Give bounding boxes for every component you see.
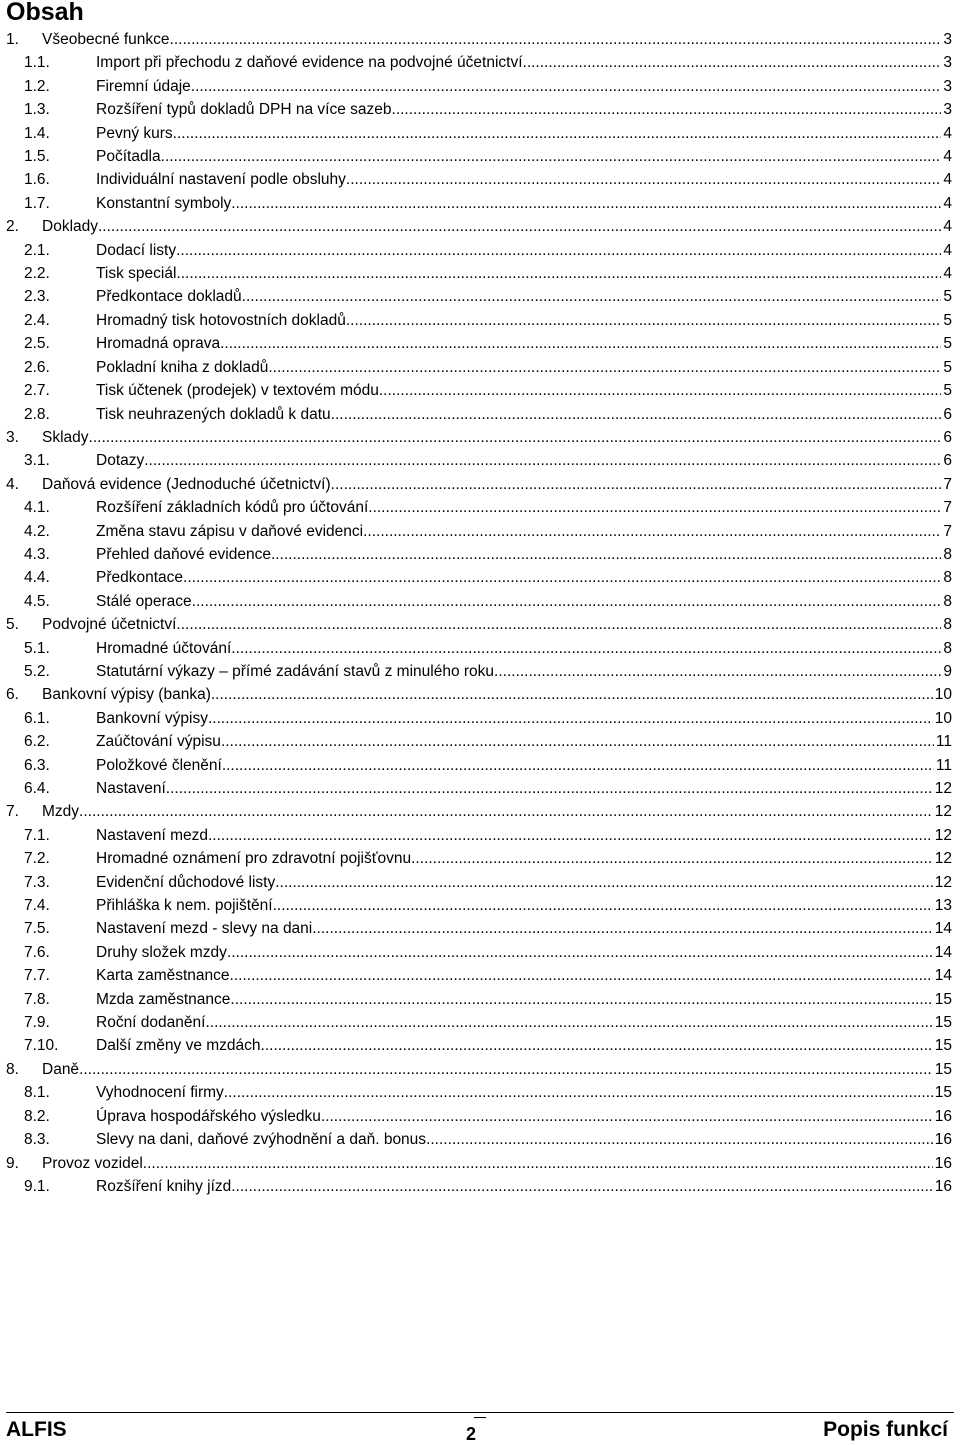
toc-dot-leader	[392, 98, 942, 121]
toc-entry-label[interactable]: Rozšíření typů dokladů DPH na více sazeb	[96, 101, 392, 119]
toc-entry-page: 15	[934, 1084, 952, 1102]
toc-entry-number: 6.2.	[24, 733, 50, 751]
toc-entry-label[interactable]: Firemní údaje	[96, 77, 191, 95]
toc-entry-label[interactable]: Slevy na dani, daňové zvýhodnění a daň. bonus	[96, 1131, 427, 1149]
toc-entry[interactable]	[0, 332, 960, 355]
toc-entry-page: 10	[934, 686, 952, 704]
toc-dot-leader	[346, 168, 941, 191]
toc-entry-number: 8.1.	[24, 1084, 50, 1102]
toc-entry-label[interactable]: Podvojné účetnictví	[42, 616, 177, 634]
toc-entry[interactable]	[0, 285, 960, 308]
toc-entry-page: 7	[943, 522, 952, 540]
footer-divider	[6, 1412, 954, 1413]
toc-entry-number: 7.2.	[24, 850, 50, 868]
toc-entry-page: 7	[943, 475, 952, 493]
toc-entry[interactable]	[0, 262, 960, 285]
toc-entry[interactable]	[0, 1128, 960, 1151]
toc-dot-leader	[176, 239, 941, 262]
toc-entry-number: 7.10.	[24, 1037, 59, 1055]
toc-entry-label[interactable]: Nastavení	[96, 780, 166, 797]
toc-dot-leader	[183, 566, 941, 589]
toc-entry-label[interactable]: Tisk speciál	[96, 265, 177, 283]
page-number: 2	[466, 1424, 477, 1444]
toc-dot-leader	[275, 871, 933, 894]
toc-entry-number: 2.	[6, 218, 19, 236]
toc-entry-page: 11	[935, 733, 952, 751]
toc-entry-number: 5.	[6, 616, 19, 634]
toc-entry-label[interactable]: Druhy složek mzdy	[96, 943, 227, 961]
toc-dot-leader	[261, 1034, 933, 1057]
toc-entry-number: 9.	[6, 1154, 19, 1172]
toc-entry[interactable]	[0, 800, 960, 823]
toc-entry[interactable]	[0, 356, 960, 379]
toc-entry[interactable]	[0, 379, 960, 402]
toc-entry-label[interactable]: Roční dodanění	[96, 1014, 206, 1032]
toc-entry-label[interactable]: Předkontace dokladů	[96, 288, 242, 306]
toc-entry-page: 15	[934, 1060, 952, 1078]
toc-dot-leader	[205, 1011, 932, 1034]
toc-entry-number: 2.4.	[24, 311, 50, 329]
toc-dot-leader	[144, 449, 941, 472]
toc-entry[interactable]	[0, 1175, 960, 1198]
toc-entry-label[interactable]: Konstantní symboly	[96, 194, 232, 212]
toc-entry-number: 4.1.	[24, 499, 50, 517]
toc-dot-leader	[271, 543, 941, 566]
toc-dot-leader	[191, 75, 942, 98]
toc-entry[interactable]	[0, 637, 960, 660]
toc-entry-number: 7.4.	[24, 897, 50, 915]
toc-entry-label[interactable]: Pevný kurs	[96, 124, 173, 142]
toc-entry-label[interactable]: Rozšíření knihy jízd	[96, 1177, 232, 1195]
footer-document-title: Popis funkcí	[823, 1418, 948, 1441]
toc-entry-page: 13	[934, 897, 952, 915]
toc-entry[interactable]	[0, 1152, 960, 1175]
toc-entry[interactable]	[0, 520, 960, 543]
toc-entry-page: 8	[943, 616, 952, 634]
toc-entry-page: 14	[934, 943, 952, 961]
toc-entry-page: 15	[934, 990, 952, 1008]
toc-dot-leader	[331, 403, 942, 426]
toc-entry-page: 15	[934, 1037, 952, 1055]
toc-entry[interactable]	[0, 449, 960, 472]
toc-entry-label[interactable]: Přehled daňové evidence	[96, 545, 271, 563]
page-title: Obsah	[6, 0, 84, 26]
toc-entry[interactable]	[0, 1081, 960, 1104]
toc-dot-leader	[192, 590, 942, 613]
toc-entry-number: 1.3.	[24, 101, 50, 119]
toc-entry[interactable]	[0, 894, 960, 917]
toc-entry-label[interactable]: Evidenční důchodové listy	[96, 873, 276, 891]
toc-entry[interactable]	[0, 777, 960, 800]
toc-dot-leader	[89, 426, 942, 449]
footer-brand: ALFIS	[6, 1418, 67, 1441]
toc-entry[interactable]	[0, 75, 960, 98]
toc-entry-label[interactable]: Bankovní výpisy (banka)	[42, 686, 211, 704]
toc-entry-number: 3.1.	[24, 452, 50, 470]
toc-entry-number: 4.2.	[24, 522, 50, 540]
toc-dot-leader	[494, 660, 941, 683]
toc-entry[interactable]	[0, 754, 960, 777]
toc-entry-label[interactable]: Bankovní výpisy	[96, 709, 208, 727]
toc-entry-page: 15	[934, 1014, 952, 1032]
toc-entry-page: 3	[943, 77, 952, 95]
toc-entry-label[interactable]: Provoz vozidel	[42, 1154, 143, 1172]
toc-entry-label[interactable]: Zaúčtování výpisu	[96, 733, 221, 751]
toc-dot-leader	[220, 332, 941, 355]
toc-entry[interactable]	[0, 941, 960, 964]
toc-entry[interactable]	[0, 660, 960, 683]
toc-entry[interactable]	[0, 496, 960, 519]
toc-entry[interactable]	[0, 1034, 960, 1057]
toc-entry-page: 4	[943, 265, 952, 283]
toc-entry-page: 8	[943, 569, 952, 587]
toc-entry-page: 12	[934, 850, 952, 868]
toc-entry-page: 5	[943, 335, 952, 353]
toc-entry[interactable]	[0, 917, 960, 940]
toc-dot-leader	[268, 356, 941, 379]
toc-entry-label[interactable]: Doklady	[42, 218, 98, 236]
toc-entry-label[interactable]: Všeobecné funkce	[42, 31, 170, 48]
toc-entry-page: 5	[943, 288, 952, 306]
toc-entry[interactable]	[0, 98, 960, 121]
toc-entry-label[interactable]: Dotazy	[96, 452, 145, 470]
toc-entry-page: 4	[943, 241, 952, 259]
toc-entry-label[interactable]: Mzda zaměstnance	[96, 990, 231, 1008]
toc-dot-leader	[321, 1105, 933, 1128]
toc-entry[interactable]	[0, 239, 960, 262]
toc-entry-label[interactable]: Pokladní kniha z dokladů	[96, 358, 269, 376]
toc-entry-label[interactable]: Položkové členění	[96, 756, 222, 774]
toc-entry-number: 7.6.	[24, 943, 50, 961]
toc-dot-leader	[79, 1058, 933, 1081]
toc-entry-label[interactable]: Nastavení mezd - slevy na dani	[96, 920, 313, 938]
toc-entry-label[interactable]: Statutární výkazy – přímé zadávání stavů z minulého roku	[96, 662, 495, 680]
toc-entry[interactable]	[0, 871, 960, 894]
toc-entry[interactable]	[0, 1105, 960, 1128]
toc-entry-label[interactable]: Karta zaměstnance	[96, 967, 230, 985]
toc-entry-number: 7.8.	[24, 990, 50, 1008]
toc-dot-leader	[166, 777, 933, 800]
toc-entry-number: 6.	[6, 686, 19, 704]
toc-entry-page: 14	[934, 967, 952, 985]
toc-entry[interactable]	[0, 51, 960, 74]
toc-dot-leader	[176, 613, 941, 636]
toc-entry-page: 12	[934, 780, 952, 797]
toc-entry-page: 16	[934, 1177, 952, 1195]
toc-entry-number: 3.	[6, 428, 19, 446]
toc-entry-label[interactable]: Vyhodnocení firmy	[96, 1084, 224, 1102]
toc-entry-label[interactable]: Úprava hospodářského výsledku	[96, 1107, 321, 1125]
toc-entry-number: 1.	[6, 31, 19, 48]
toc-entry[interactable]	[0, 215, 960, 238]
toc-entry-number: 6.3.	[24, 756, 50, 774]
toc-dot-leader	[523, 51, 942, 74]
toc-entry-label[interactable]: Daňová evidence (Jednoduché účetnictví)	[42, 475, 331, 493]
toc-entry[interactable]	[0, 168, 960, 191]
toc-entry-page: 3	[943, 31, 952, 48]
toc-entry-number: 1.1.	[24, 54, 50, 72]
toc-entry-number: 9.1.	[24, 1177, 50, 1195]
toc-entry-number: 7.9.	[24, 1014, 50, 1032]
toc-entry[interactable]	[0, 590, 960, 613]
toc-entry-page: 8	[943, 639, 952, 657]
toc-dot-leader	[211, 683, 933, 706]
toc-entry-number: 2.1.	[24, 241, 50, 259]
toc-dot-leader	[331, 473, 942, 496]
toc-dot-leader	[98, 215, 941, 238]
toc-entry-page: 7	[943, 499, 952, 517]
toc-dot-leader	[208, 824, 933, 847]
toc-entry-label[interactable]: Tisk účtenek (prodejek) v textovém módu	[96, 382, 379, 400]
toc-entry-page: 4	[943, 171, 952, 189]
toc-entry-page: 5	[943, 382, 952, 400]
toc-entry[interactable]	[0, 613, 960, 636]
toc-entry[interactable]	[0, 403, 960, 426]
toc-entry-page: 4	[943, 194, 952, 212]
toc-entry[interactable]	[0, 847, 960, 870]
toc-dot-leader	[208, 707, 933, 730]
toc-entry-number: 7.1.	[24, 826, 50, 844]
toc-entry-page: 6	[943, 452, 952, 470]
toc-entry-number: 4.5.	[24, 592, 50, 610]
toc-entry-label[interactable]: Mzdy	[42, 803, 80, 821]
toc-dot-leader	[224, 1081, 933, 1104]
toc-entry[interactable]	[0, 683, 960, 706]
toc-dot-leader	[368, 496, 941, 519]
toc-entry[interactable]	[0, 824, 960, 847]
toc-entry-page: 4	[943, 124, 952, 142]
toc-entry-label[interactable]: Rozšíření základních kódů pro účtování	[96, 499, 369, 517]
toc-entry-number: 4.3.	[24, 545, 50, 563]
toc-entry[interactable]	[0, 473, 960, 496]
toc-entry-number: 1.6.	[24, 171, 50, 189]
toc-entry-number: 7.	[6, 803, 19, 821]
toc-entry-label[interactable]: Individuální nastavení podle obsluhy	[96, 171, 346, 189]
toc-entry-number: 1.2.	[24, 77, 50, 95]
toc-entry[interactable]	[0, 122, 960, 145]
toc-dot-leader	[230, 964, 933, 987]
toc-dot-leader	[221, 730, 934, 753]
toc-entry-page: 12	[934, 803, 952, 821]
toc-entry[interactable]	[0, 28, 960, 51]
toc-dot-leader	[346, 309, 942, 332]
toc-entry-number: 1.5.	[24, 148, 50, 166]
toc-entry-number: 2.7.	[24, 382, 50, 400]
toc-dot-leader	[242, 285, 942, 308]
toc-dot-leader	[173, 122, 942, 145]
toc-entry-number: 2.5.	[24, 335, 50, 353]
toc-entry-page: 3	[943, 101, 952, 119]
toc-entry[interactable]	[0, 1011, 960, 1034]
toc-entry-page: 16	[934, 1107, 952, 1125]
toc-entry-number: 4.	[6, 475, 19, 493]
toc-dot-leader	[426, 1128, 933, 1151]
toc-dot-leader	[231, 192, 941, 215]
toc-entry-page: 4	[943, 218, 952, 236]
toc-entry-label[interactable]: Počítadla	[96, 148, 161, 166]
toc-dot-leader	[312, 917, 933, 940]
toc-entry-label[interactable]: Předkontace	[96, 569, 184, 587]
page-number-bar	[474, 1417, 486, 1418]
toc-dot-leader	[170, 28, 942, 51]
toc-dot-leader	[227, 941, 933, 964]
toc-dot-leader	[79, 800, 933, 823]
toc-entry[interactable]	[0, 145, 960, 168]
toc-entry-page: 10	[934, 709, 952, 727]
toc-dot-leader	[379, 379, 942, 402]
toc-entry-number: 5.2.	[24, 662, 50, 680]
toc-entry-number: 1.4.	[24, 124, 50, 142]
toc-dot-leader	[411, 847, 933, 870]
toc-entry-page: 6	[943, 428, 952, 446]
toc-dot-leader	[230, 988, 932, 1011]
toc-entry-number: 2.8.	[24, 405, 50, 423]
table-of-contents	[0, 28, 960, 1198]
toc-entry-page: 9	[943, 662, 952, 680]
toc-entry-label[interactable]: Změna stavu zápisu v daňové evidenci	[96, 522, 364, 540]
toc-entry-number: 7.7.	[24, 967, 50, 985]
toc-dot-leader	[273, 894, 933, 917]
toc-entry-page: 6	[943, 405, 952, 423]
toc-entry-label[interactable]: Daně	[42, 1060, 80, 1078]
toc-entry[interactable]	[0, 707, 960, 730]
toc-dot-leader	[222, 754, 934, 777]
toc-entry-label[interactable]: Stálé operace	[96, 592, 192, 610]
toc-entry[interactable]	[0, 192, 960, 215]
toc-dot-leader	[231, 1175, 933, 1198]
toc-entry-page: 8	[943, 592, 952, 610]
toc-entry-page: 14	[934, 920, 952, 938]
toc-entry[interactable]	[0, 988, 960, 1011]
toc-entry-number: 6.1.	[24, 709, 50, 727]
toc-entry-number: 7.5.	[24, 920, 50, 938]
toc-entry-label[interactable]: Hromadná oprava	[96, 335, 221, 353]
toc-entry-number: 8.2.	[24, 1107, 50, 1125]
toc-entry-number: 2.3.	[24, 288, 50, 306]
toc-entry-label[interactable]: Přihláška k nem. pojištění	[96, 897, 273, 915]
toc-entry-page: 11	[935, 756, 952, 774]
toc-entry-label[interactable]: Hromadné oznámení pro zdravotní pojišťovnu	[96, 850, 412, 868]
toc-entry-number: 7.3.	[24, 873, 50, 891]
toc-entry-label[interactable]: Hromadný tisk hotovostních dokladů	[96, 311, 346, 329]
toc-entry-number: 8.	[6, 1060, 19, 1078]
toc-dot-leader	[231, 637, 941, 660]
toc-entry[interactable]	[0, 566, 960, 589]
toc-entry[interactable]	[0, 964, 960, 987]
toc-entry-label[interactable]: Sklady	[42, 428, 89, 446]
toc-dot-leader	[143, 1152, 933, 1175]
toc-entry-number: 2.2.	[24, 265, 50, 283]
toc-entry-page: 12	[934, 826, 952, 844]
toc-dot-leader	[176, 262, 941, 285]
toc-entry-label[interactable]: Dodací listy	[96, 241, 177, 259]
toc-entry-number: 6.4.	[24, 780, 50, 797]
toc-entry-number: 1.7.	[24, 194, 50, 212]
toc-entry-page: 16	[934, 1131, 952, 1149]
toc-entry-page: 3	[943, 54, 952, 72]
toc-entry-page: 12	[934, 873, 952, 891]
toc-dot-leader	[363, 520, 941, 543]
toc-entry-page: 5	[943, 311, 952, 329]
toc-entry-label[interactable]: Tisk neuhrazených dokladů k datu	[96, 405, 331, 423]
toc-entry-label[interactable]: Další změny ve mzdách	[96, 1037, 261, 1055]
toc-entry-page: 5	[943, 358, 952, 376]
toc-entry-label[interactable]: Hromadné účtování	[96, 639, 232, 657]
toc-entry-number: 8.3.	[24, 1131, 50, 1149]
toc-entry-page: 16	[934, 1154, 952, 1172]
toc-entry-page: 4	[943, 148, 952, 166]
toc-entry[interactable]	[0, 309, 960, 332]
toc-entry-number: 2.6.	[24, 358, 50, 376]
toc-entry-page: 8	[943, 545, 952, 563]
toc-entry[interactable]	[0, 426, 960, 449]
toc-entry-label[interactable]: Nastavení mezd	[96, 826, 208, 844]
toc-entry[interactable]	[0, 543, 960, 566]
toc-entry-number: 5.1.	[24, 639, 50, 657]
toc-dot-leader	[161, 145, 942, 168]
toc-entry[interactable]	[0, 1058, 960, 1081]
toc-entry[interactable]	[0, 730, 960, 753]
toc-entry-number: 4.4.	[24, 569, 50, 587]
toc-entry-label[interactable]: Import při přechodu z daňové evidence na podvojné účetnictví	[96, 54, 523, 72]
